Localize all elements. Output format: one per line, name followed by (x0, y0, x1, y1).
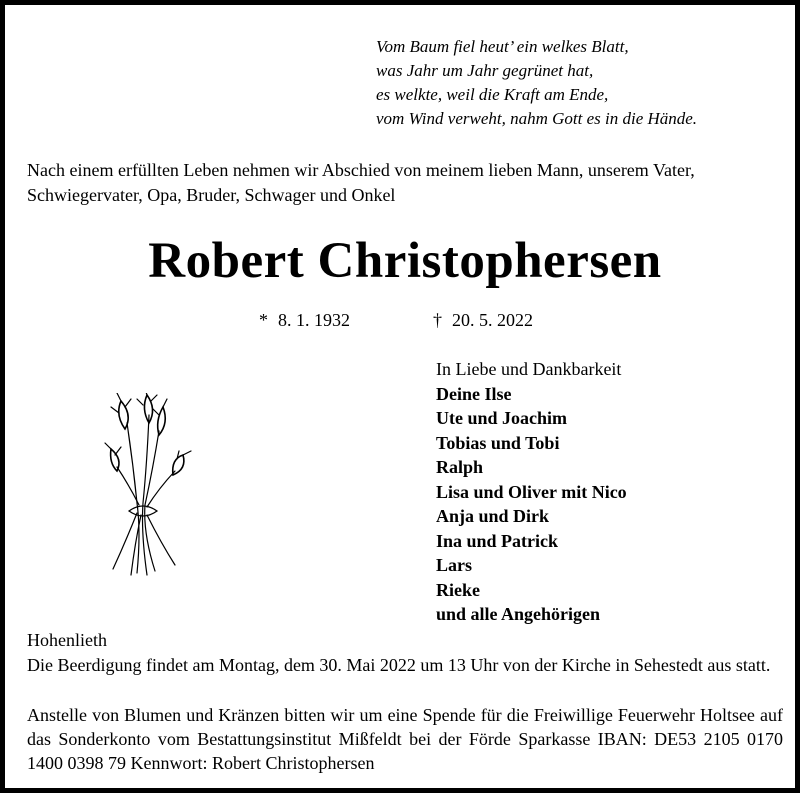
mourner-name: Anja und Dirk (436, 506, 550, 526)
mourner-name: Rieke (436, 579, 480, 600)
mourner-name: Deine Ilse (436, 383, 512, 404)
death-symbol: † (433, 310, 442, 330)
poem-line: vom Wind verweht, nahm Gott es in die Hände. (376, 109, 698, 128)
birth-date: 8. 1. 1932 (278, 310, 350, 330)
wheat-icon (97, 393, 207, 583)
poem (376, 35, 697, 131)
mourner-name: Tobias und Tobi (436, 432, 560, 453)
mourner-name: Ina und Patrick (436, 530, 559, 551)
birth-date-line (259, 308, 350, 332)
mourner-name: Ute und Joachim (436, 408, 568, 428)
funeral-info: Die Beerdigung findet am Montag, dem 30. Mai 2022 um 13 Uhr von der Kirche in Sehestedt aus statt. (27, 655, 771, 675)
poem-line: es welkte, weil die Kraft am Ende, (376, 85, 609, 104)
poem-line: Vom Baum fiel heut’ ein welkes Blatt, (376, 37, 629, 56)
poem-line: was Jahr um Jahr gegrünet hat, (376, 61, 594, 80)
mourner-name: und alle Angehörigen (436, 604, 601, 624)
place-name: Hohenlieth (27, 630, 107, 650)
mourner-name: Lars (436, 555, 472, 575)
death-date: 20. 5. 2022 (452, 310, 533, 330)
intro-text: Nach einem erfüllten Leben nehmen wir Abschied von meinem lieben Mann, unserem Vater, Schwiegervater, Opa, Bruder, Schwager und Onkel (27, 160, 695, 205)
birth-symbol: * (259, 310, 268, 330)
mourner-name: Lisa und Oliver mit Nico (436, 481, 627, 502)
mourners-lead: In Liebe und Dankbarkeit (436, 359, 622, 379)
death-date-line (433, 308, 533, 332)
mourners-list (436, 357, 627, 627)
mourner-name: Ralph (436, 457, 484, 477)
deceased-name: Robert Christophersen (148, 233, 662, 289)
donation-info: Anstelle von Blumen und Kränzen bitten wir um eine Spende für die Freiwillige Feuerwehr Holtsee auf das Sonderkonto vom Bestattungsinstitut Mißfeldt bei der Förde Sparkasse IBAN: DE53 2105 0170 1400 0398 79 Kennwort: Robert Christophersen (27, 705, 783, 773)
